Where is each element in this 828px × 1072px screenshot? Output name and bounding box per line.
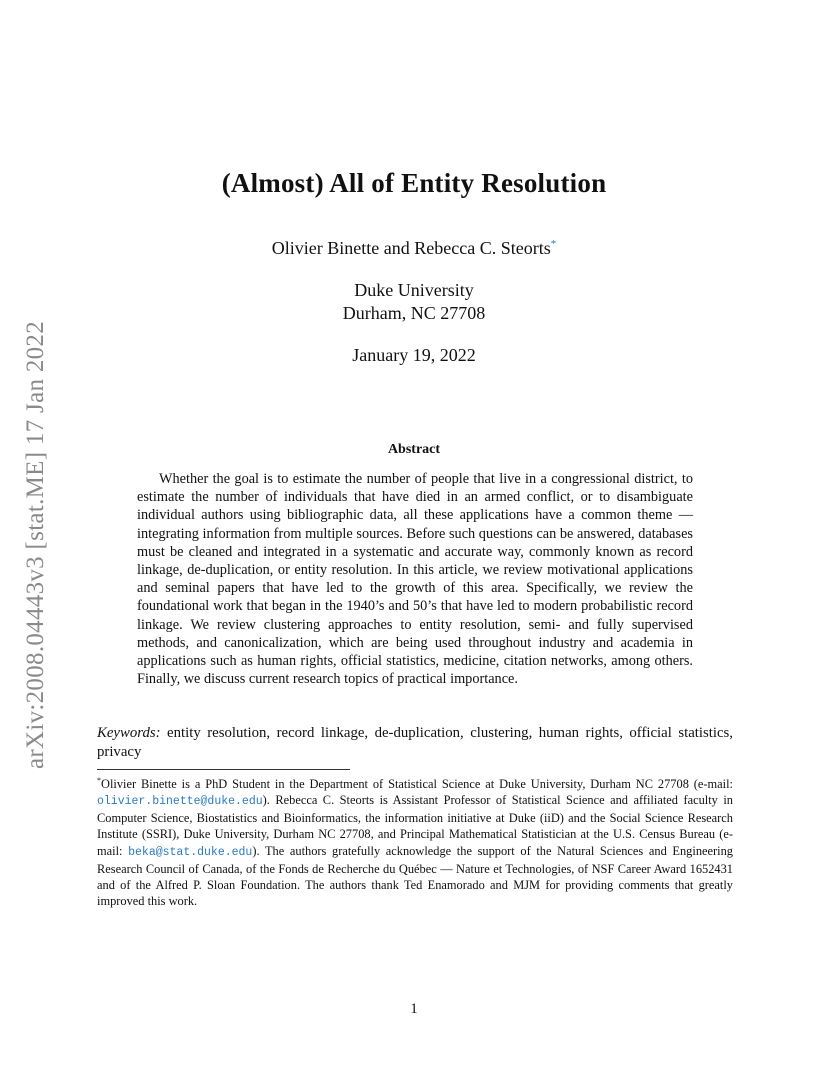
- paper-date: January 19, 2022: [352, 345, 476, 365]
- keywords-label: Keywords:: [97, 725, 161, 741]
- paper-title: (Almost) All of Entity Resolution: [221, 168, 607, 198]
- authors-line: [0, 238, 828, 259]
- authors-names: Olivier Binette and Rebecca C. Steorts: [271, 238, 551, 258]
- abstract-heading: Abstract: [387, 442, 441, 457]
- page-number: 1: [410, 1001, 418, 1017]
- affiliation-institution: Duke University: [354, 280, 474, 300]
- footnote-divider: [97, 769, 350, 770]
- author-footnote-mark[interactable]: *: [550, 238, 557, 250]
- keywords: [97, 724, 733, 762]
- footnote-mark: *: [97, 776, 101, 785]
- affiliation-address: Durham, NC 27708: [342, 303, 486, 323]
- footnote-part1: Olivier Binette is a PhD Student in the Department of Statistical Science at Duke University, Durham NC 27708 (e-mail:: [101, 777, 733, 792]
- email-link-binette[interactable]: olivier.binette@duke.edu: [97, 795, 263, 809]
- affiliation: [0, 279, 828, 325]
- abstract-body: Whether the goal is to estimate the number of people that live in a congressional district, to estimate the number of individuals that have died in an armed conflict, or to disambiguate individual authors using bibliographic data, all these applications have a common theme — integrating information from multiple sources. Before such questions can be answered, databases must be cleaned and integrated in a systematic and accurate way, commonly known as record linkage, de-duplication, or entity resolution. In this article, we review motivational applications and seminal papers that have led to the growth of this area. Specifically, we review the foundational work that began in the 1940’s and 50’s that have led to modern probabilistic record linkage. We review clustering approaches to entity resolution, semi- and fully supervised methods, and canonicalization, which are being used throughout industry and academia in applications such as human rights, official statistics, medicine, citation networks, among others. Finally, we discuss current research topics of practical importance.: [137, 471, 693, 688]
- author-footnote: [97, 773, 733, 909]
- arxiv-stamp: arXiv:2008.04443v3 [stat.ME] 17 Jan 2022: [22, 320, 49, 770]
- footnote-part2: ). Rebecca C. Steorts is Assistant Professor of Statistical Science and affiliated faculty in Computer Science, Biostatistics and Bioinformatics, the information initiative at Duke (iiD) and the Social Science Research Institute (SSRI), Duke University, Durham NC 27708, and Principal Mathematical Statistician at the U.S. Census Bureau (e-mail:: [97, 793, 733, 858]
- footnote-part3: ). The authors gratefully acknowledge the support of the Natural Sciences and Engineering Research Council of Canada, of the Fonds de Recherche du Québec — Nature et Technologies, of NSF Career Award 1652431 and of the Alfred P. Sloan Foundation. The authors thank Ted Enamorado and MJM for providing comments that greatly improved this work.: [97, 843, 733, 908]
- email-link-steorts[interactable]: beka@stat.duke.edu: [128, 845, 253, 859]
- keywords-text: entity resolution, record linkage, de-duplication, clustering, human rights, official statistics, privacy: [97, 725, 733, 760]
